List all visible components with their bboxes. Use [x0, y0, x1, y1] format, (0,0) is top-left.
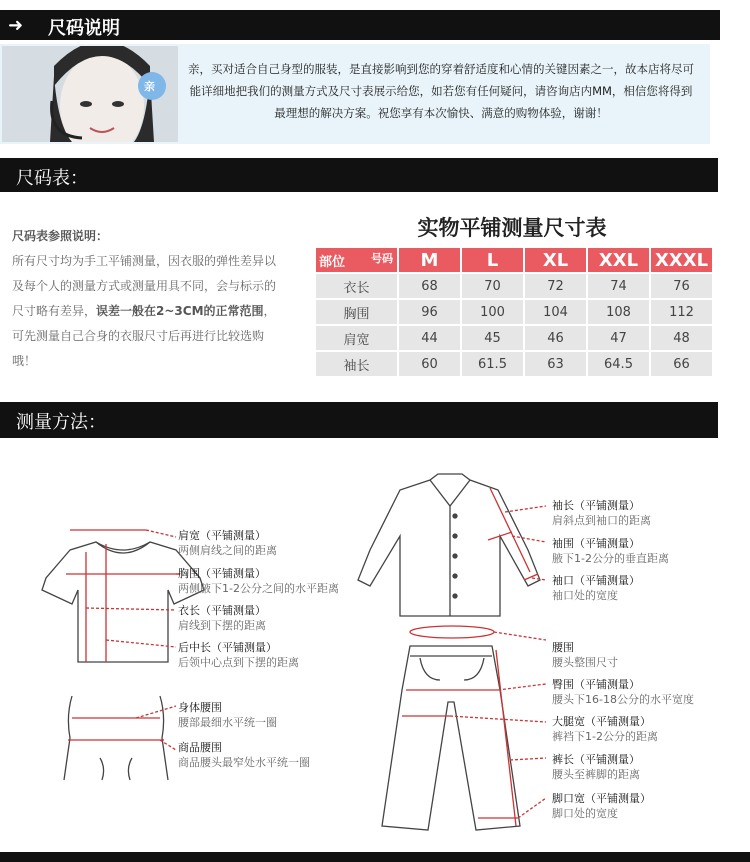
table-row	[316, 326, 712, 350]
label-chest: 胸围（平铺测量） 两侧腋下1-2公分之间的水平距离	[178, 567, 339, 595]
table-cell: 64.5	[588, 352, 649, 376]
table-cell: 61.5	[462, 352, 523, 376]
table-cell: 112	[651, 300, 712, 324]
table-cell: 68	[399, 274, 460, 298]
size-table	[314, 246, 714, 378]
size-header: XXXL	[651, 248, 712, 272]
label-body-waist: 身体腰围 腰部最细水平统一圈	[178, 701, 277, 729]
table-cell: 74	[588, 274, 649, 298]
intro-text: 所有尺寸均为手工平铺测量，因衣服的弹性差异以及每个人的测量方式或测量用具不同，会与标示的尺寸略有差异，	[12, 254, 277, 318]
table-cell: 72	[525, 274, 586, 298]
size-intro	[12, 224, 282, 374]
size-table-title: 实物平铺测量尺寸表	[417, 216, 607, 240]
method-section-bar	[0, 402, 718, 438]
table-cell: 76	[651, 274, 712, 298]
size-section-title: 尺码表：	[16, 168, 88, 189]
size-header: XXL	[588, 248, 649, 272]
intro-title: 尺码表参照说明：	[12, 229, 109, 243]
row-label: 衣长	[316, 274, 397, 298]
table-cell: 47	[588, 326, 649, 350]
table-cell: 66	[651, 352, 712, 376]
banner-text: 亲，买对适合自己身型的服装，是直接影响到您的穿着舒适度和心情的关键因素之一，故本店将尽可能详细地把我们的测量方式及尺寸表展示给您，如若您有任何疑问，请咨询店内MM，相信您将得到最理想的解决方案。祝您享有本次愉快、满意的购物体验，谢谢！	[188, 62, 694, 120]
label-cuff: 袖口（平铺测量） 袖口处的宽度	[552, 574, 640, 602]
corner-cell	[316, 248, 397, 272]
row-label: 肩宽	[316, 326, 397, 350]
shirt-diagram	[358, 474, 546, 616]
table-cell: 46	[525, 326, 586, 350]
size-header: M	[399, 248, 460, 272]
intro-bold: 误差一般在2~3CM的正常范围	[96, 304, 264, 318]
size-section-bar	[0, 158, 718, 192]
intro-tail: ，可先测量自己合身的衣服尺寸后再进行比较选购哦！	[12, 304, 276, 368]
header-title: 尺码说明	[48, 18, 120, 39]
service-banner	[0, 44, 710, 144]
next-section-bar	[0, 852, 750, 862]
corner-part: 部位	[319, 255, 346, 270]
header-bar	[0, 10, 720, 40]
table-row	[316, 352, 712, 376]
table-cell: 44	[399, 326, 460, 350]
size-header: XL	[525, 248, 586, 272]
method-section-title: 测量方法：	[16, 412, 106, 433]
label-thigh: 大腿宽（平铺测量） 裤裆下1-2公分的距离	[552, 715, 658, 743]
table-cell: 70	[462, 274, 523, 298]
table-cell: 60	[399, 352, 460, 376]
table-cell: 108	[588, 300, 649, 324]
table-cell: 104	[525, 300, 586, 324]
table-row	[316, 300, 712, 324]
waist-diagram	[64, 696, 176, 780]
table-cell: 100	[462, 300, 523, 324]
label-product-waist: 商品腰围 商品腰头最窄处水平统一圈	[178, 741, 310, 769]
customer-service-avatar	[2, 46, 178, 142]
label-sleeve-width: 袖围（平铺测量） 腋下1-2公分的垂直距离	[552, 537, 669, 565]
size-table-header	[316, 248, 712, 272]
label-back-length: 后中长（平铺测量） 后领中心点到下摆的距离	[178, 641, 299, 669]
label-leg-opening: 脚口宽（平铺测量） 脚口处的宽度	[552, 792, 651, 820]
label-length: 衣长（平铺测量） 肩线到下摆的距离	[178, 604, 266, 632]
qin-badge: 亲	[144, 80, 155, 93]
pants-diagram	[382, 626, 546, 830]
table-cell: 63	[525, 352, 586, 376]
table-cell: 96	[399, 300, 460, 324]
size-header: L	[462, 248, 523, 272]
label-sleeve-length: 袖长（平铺测量） 肩斜点到袖口的距离	[552, 499, 651, 527]
label-pants-waist: 腰围 腰头整围尺寸	[552, 641, 618, 669]
table-row	[316, 274, 712, 298]
label-hip: 臀围（平铺测量） 腰头下16-18公分的水平宽度	[552, 678, 694, 706]
label-shoulder-width: 肩宽（平铺测量） 两侧肩线之间的距离	[178, 529, 277, 557]
table-cell: 45	[462, 326, 523, 350]
label-pants-length: 裤长（平铺测量） 腰头至裤脚的距离	[552, 753, 640, 781]
row-label: 胸围	[316, 300, 397, 324]
arrow-icon: ➜	[8, 15, 24, 36]
table-cell: 48	[651, 326, 712, 350]
corner-size: 号码	[371, 252, 393, 265]
row-label: 袖长	[316, 352, 397, 376]
